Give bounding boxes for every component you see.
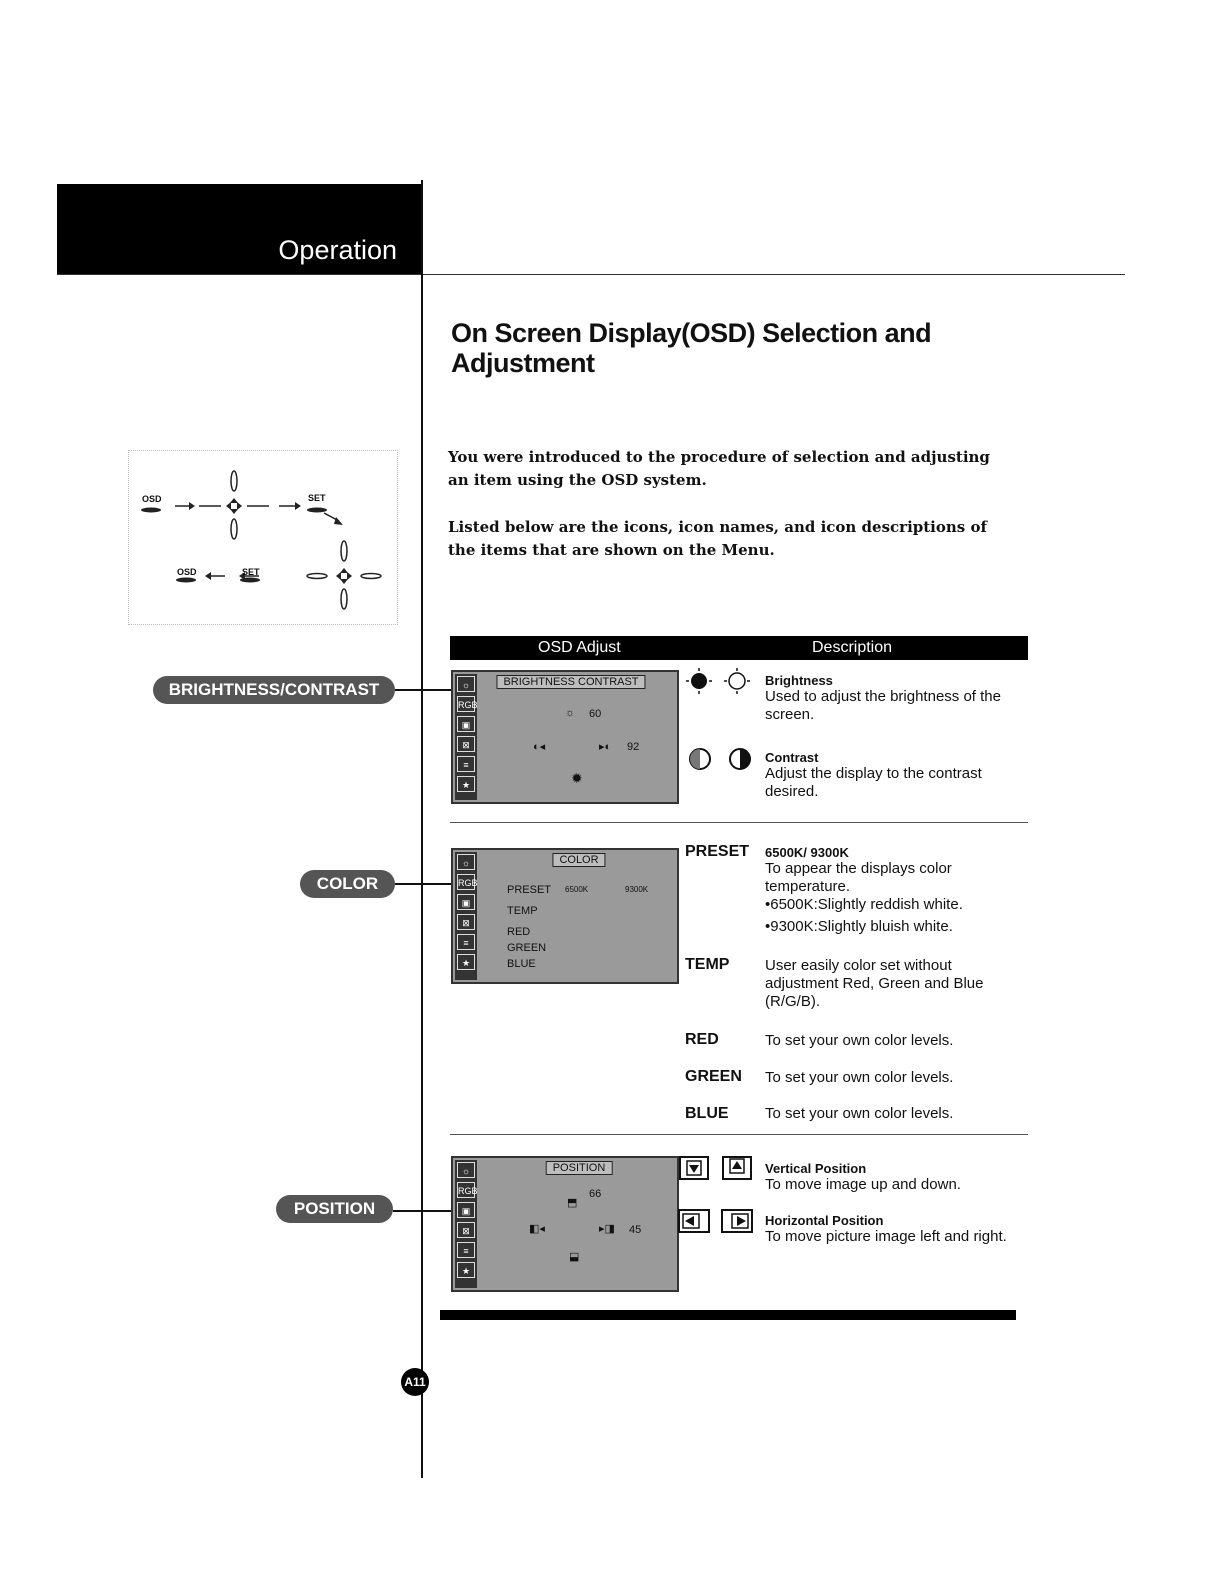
rgb-icon: RGB bbox=[457, 1182, 475, 1198]
horizontal-left-icon: ◧◂ bbox=[529, 1223, 545, 1235]
brightness-icons bbox=[685, 667, 755, 697]
preset-text: To appear the displays color temperature. bbox=[765, 860, 952, 895]
osd-navigation-diagram bbox=[128, 450, 398, 625]
size-icon: ⊠ bbox=[457, 1222, 475, 1238]
osd-button-label: OSD bbox=[142, 494, 162, 504]
table-header bbox=[450, 636, 1028, 660]
osd-row-blue: BLUE bbox=[507, 958, 536, 970]
color-tag: COLOR bbox=[300, 870, 395, 898]
temp-desc: User easily color set without adjustment Red, Green and Blue (R/G/B). bbox=[765, 957, 984, 1010]
rgb-icon: RGB bbox=[457, 874, 475, 890]
osd-value-brightness: 60 bbox=[589, 708, 602, 720]
temp-term: TEMP bbox=[685, 956, 730, 973]
position-osd-screen bbox=[451, 1156, 679, 1292]
contrast-icons bbox=[688, 747, 758, 775]
bottom-rule bbox=[440, 1310, 1016, 1320]
osd-icon-column bbox=[455, 674, 477, 800]
navigation-arrows-graphic bbox=[129, 451, 397, 624]
size-icon: ⊠ bbox=[457, 736, 475, 752]
osd-row-red: RED bbox=[507, 926, 531, 938]
osd-value-contrast: 92 bbox=[627, 741, 640, 753]
preset-desc bbox=[765, 845, 1035, 936]
osd-preset-6500: 6500K bbox=[565, 885, 589, 894]
brightness-icon: ☼ bbox=[457, 854, 475, 870]
brightness-icon: ☼ bbox=[457, 676, 475, 692]
vertical-down-icon: ⬓ bbox=[569, 1251, 580, 1263]
vertical-position-title: Vertical Position bbox=[765, 1161, 867, 1176]
osd-button-label-2: OSD bbox=[177, 567, 197, 577]
special-icon: ★ bbox=[457, 954, 475, 970]
set-button-label: SET bbox=[308, 493, 326, 503]
brightness-connector bbox=[395, 689, 455, 691]
contrast-desc bbox=[765, 750, 1035, 801]
position-icon: ▣ bbox=[457, 1202, 475, 1218]
intro-text bbox=[448, 446, 1008, 562]
page-title: On Screen Display(OSD) Selection and Adjustment bbox=[451, 318, 932, 378]
preset-title: 6500K/ 9300K bbox=[765, 845, 849, 860]
page-number: A11 bbox=[401, 1368, 429, 1396]
brightness-desc bbox=[765, 673, 1035, 724]
preset-bullet-9300: •9300K:Slightly bluish white. bbox=[765, 918, 953, 935]
section-header bbox=[57, 184, 423, 274]
red-term: RED bbox=[685, 1031, 719, 1048]
brightness-text: Used to adjust the brightness of the screen. bbox=[765, 688, 1001, 723]
special-icon: ★ bbox=[457, 1262, 475, 1278]
col-osd-adjust: OSD Adjust bbox=[538, 639, 621, 656]
tracking-icon: ≡ bbox=[457, 756, 475, 772]
vertical-divider bbox=[421, 180, 423, 1478]
contrast-icon: ◐◂ bbox=[533, 741, 546, 753]
osd-value-vertical: 66 bbox=[589, 1188, 602, 1200]
tracking-icon: ≡ bbox=[457, 934, 475, 950]
osd-title: POSITION bbox=[546, 1161, 613, 1175]
section-title: Operation bbox=[278, 235, 397, 265]
color-osd-screen bbox=[451, 848, 679, 984]
section-separator bbox=[450, 1134, 1028, 1135]
contrast-title: Contrast bbox=[765, 750, 819, 765]
position-tag: POSITION bbox=[276, 1195, 393, 1223]
set-button-label-2: SET bbox=[242, 567, 260, 577]
contrast-icon-right: ▸◐ bbox=[599, 741, 612, 753]
vertical-position-text: To move image up and down. bbox=[765, 1176, 961, 1193]
green-desc: To set your own color levels. bbox=[765, 1069, 954, 1086]
dark-sun-icon: ✹ bbox=[571, 770, 583, 786]
osd-value-horizontal: 45 bbox=[629, 1224, 642, 1236]
rgb-icon: RGB bbox=[457, 696, 475, 712]
green-term: GREEN bbox=[685, 1068, 742, 1085]
sun-icon: ☼ bbox=[565, 707, 576, 719]
horizontal-position-desc bbox=[765, 1213, 1035, 1246]
brightness-osd-screen bbox=[451, 670, 679, 804]
blue-desc: To set your own color levels. bbox=[765, 1105, 954, 1122]
tracking-icon: ≡ bbox=[457, 1242, 475, 1258]
vertical-position-desc bbox=[765, 1161, 1035, 1194]
position-icon: ▣ bbox=[457, 716, 475, 732]
header-rule bbox=[57, 274, 1125, 275]
color-connector bbox=[395, 883, 455, 885]
intro-paragraph-1: You were introduced to the procedure of selection and adjusting an item using the OSD system. bbox=[448, 448, 990, 489]
blue-term: BLUE bbox=[685, 1105, 729, 1122]
section-separator bbox=[450, 822, 1028, 823]
brightness-contrast-tag: BRIGHTNESS/CONTRAST bbox=[153, 676, 395, 704]
col-description: Description bbox=[812, 639, 893, 656]
osd-icon-column bbox=[455, 852, 477, 980]
horizontal-position-icons bbox=[678, 1208, 758, 1238]
osd-row-preset: PRESET bbox=[507, 884, 552, 896]
horizontal-position-title: Horizontal Position bbox=[765, 1213, 884, 1228]
vertical-position-icons bbox=[679, 1155, 759, 1185]
osd-row-temp: TEMP bbox=[507, 905, 538, 917]
osd-row-green: GREEN bbox=[507, 942, 547, 954]
preset-bullet-6500: •6500K:Slightly reddish white. bbox=[765, 896, 963, 913]
position-icon: ▣ bbox=[457, 894, 475, 910]
brightness-title: Brightness bbox=[765, 673, 833, 688]
special-icon: ★ bbox=[457, 776, 475, 792]
brightness-icon: ☼ bbox=[457, 1162, 475, 1178]
osd-icon-column bbox=[455, 1160, 477, 1288]
red-desc: To set your own color levels. bbox=[765, 1032, 954, 1049]
horizontal-position-text: To move picture image left and right. bbox=[765, 1228, 1007, 1245]
osd-title: BRIGHTNESS CONTRAST bbox=[496, 675, 645, 689]
preset-term: PRESET bbox=[685, 843, 750, 860]
horizontal-right-icon: ▸◨ bbox=[599, 1223, 615, 1235]
intro-paragraph-2: Listed below are the icons, icon names, and icon descriptions of the items that are shown on the Menu. bbox=[448, 518, 987, 559]
osd-preset-9300: 9300K bbox=[625, 885, 649, 894]
size-icon: ⊠ bbox=[457, 914, 475, 930]
vertical-up-icon: ⬒ bbox=[567, 1197, 578, 1209]
osd-title: COLOR bbox=[552, 853, 605, 867]
position-connector bbox=[393, 1210, 455, 1212]
contrast-text: Adjust the display to the contrast desired. bbox=[765, 765, 982, 800]
